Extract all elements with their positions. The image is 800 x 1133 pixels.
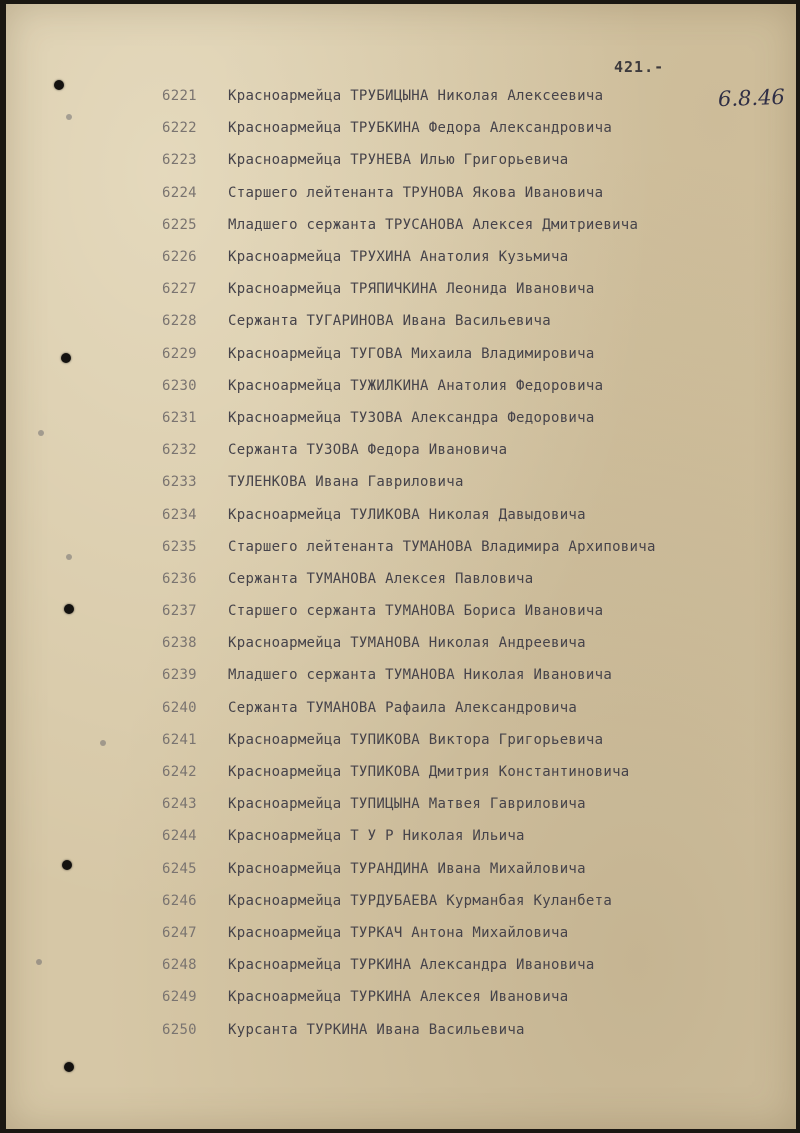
entry-text: Красноармейца ТУРКАЧ Антона Михайловича bbox=[228, 924, 569, 941]
list-item bbox=[162, 338, 782, 370]
entry-text: Сержанта ТУМАНОВА Алексея Павловича bbox=[228, 570, 534, 587]
entry-number: 6236 bbox=[162, 570, 197, 587]
entry-text: Красноармейца ТРУХИНА Анатолия Кузьмича bbox=[228, 249, 569, 266]
list-item bbox=[162, 981, 782, 1013]
entry-number: 6248 bbox=[162, 957, 197, 974]
list-item bbox=[162, 724, 782, 756]
paper-speck bbox=[66, 554, 72, 560]
entry-text: Красноармейца ТУРКИНА Александра Ивановича bbox=[228, 957, 595, 974]
page-number: 421.- bbox=[614, 58, 665, 76]
entry-text: Красноармейца ТУГОВА Михаила Владимировича bbox=[228, 345, 595, 362]
entry-number: 6242 bbox=[162, 764, 197, 781]
list-item bbox=[162, 659, 782, 691]
entry-text: Красноармейца ТРУБКИНА Федора Александровича bbox=[228, 120, 613, 137]
entry-number: 6241 bbox=[162, 731, 197, 748]
entry-number: 6228 bbox=[162, 313, 197, 330]
entry-number: 6223 bbox=[162, 152, 197, 169]
list-item bbox=[162, 853, 782, 885]
entry-list bbox=[162, 80, 782, 1046]
entry-number: 6245 bbox=[162, 860, 197, 877]
list-item bbox=[162, 692, 782, 724]
entry-number: 6225 bbox=[162, 216, 197, 233]
list-item bbox=[162, 595, 782, 627]
entry-number: 6230 bbox=[162, 377, 197, 394]
entry-text: Сержанта ТУГАРИНОВА Ивана Васильевича bbox=[228, 313, 551, 330]
list-item bbox=[162, 80, 782, 112]
entry-text: Красноармейца ТУПИКОВА Дмитрия Константиновича bbox=[228, 764, 630, 781]
entry-text: Красноармейца ТУМАНОВА Николая Андреевича bbox=[228, 635, 586, 652]
entry-text: Красноармейца ТУПИЦЫНА Матвея Гавриловича bbox=[228, 796, 586, 813]
list-item bbox=[162, 498, 782, 530]
paper-speck bbox=[100, 740, 106, 746]
list-item bbox=[162, 112, 782, 144]
entry-number: 6222 bbox=[162, 120, 197, 137]
list-item bbox=[162, 885, 782, 917]
entry-text: Красноармейца ТУРАНДИНА Ивана Михайловича bbox=[228, 860, 586, 877]
entry-number: 6249 bbox=[162, 989, 197, 1006]
entry-text: Красноармейца ТУЗОВА Александра Федоровича bbox=[228, 409, 595, 426]
entry-text: Красноармейца Т У Р Николая Ильича bbox=[228, 828, 525, 845]
binding-hole bbox=[62, 860, 72, 870]
entry-number: 6232 bbox=[162, 442, 197, 459]
binding-hole bbox=[61, 353, 71, 363]
entry-number: 6234 bbox=[162, 506, 197, 523]
entry-number: 6224 bbox=[162, 184, 197, 201]
entry-number: 6239 bbox=[162, 667, 197, 684]
list-item bbox=[162, 241, 782, 273]
list-item bbox=[162, 144, 782, 176]
entry-text: Красноармейца ТУЖИЛКИНА Анатолия Федоровича bbox=[228, 377, 604, 394]
paper-speck bbox=[38, 430, 44, 436]
entry-number: 6243 bbox=[162, 796, 197, 813]
list-item bbox=[162, 1013, 782, 1045]
entry-text: ТУЛЕНКОВА Ивана Гавриловича bbox=[228, 474, 464, 491]
list-item bbox=[162, 402, 782, 434]
entry-number: 6237 bbox=[162, 603, 197, 620]
entry-text: Старшего лейтенанта ТУМАНОВА Владимира Архиповича bbox=[228, 538, 656, 555]
list-item bbox=[162, 627, 782, 659]
entry-number: 6231 bbox=[162, 409, 197, 426]
list-item bbox=[162, 563, 782, 595]
entry-number: 6227 bbox=[162, 281, 197, 298]
entry-text: Красноармейца ТРЯПИЧКИНА Леонида Ивановича bbox=[228, 281, 595, 298]
entry-text: Старшего лейтенанта ТРУНОВА Якова Ивановича bbox=[228, 184, 604, 201]
list-item bbox=[162, 820, 782, 852]
list-item bbox=[162, 209, 782, 241]
entry-text: Красноармейца ТУЛИКОВА Николая Давыдовича bbox=[228, 506, 586, 523]
entry-text: Сержанта ТУМАНОВА Рафаила Александровича bbox=[228, 699, 578, 716]
handwritten-annotation: 6.8.46 bbox=[717, 84, 786, 112]
entry-number: 6247 bbox=[162, 924, 197, 941]
entry-text: Красноармейца ТУРДУБАЕВА Курманбая Куланбета bbox=[228, 892, 613, 909]
list-item bbox=[162, 305, 782, 337]
entry-number: 6226 bbox=[162, 249, 197, 266]
entry-text: Сержанта ТУЗОВА Федора Ивановича bbox=[228, 442, 508, 459]
entry-number: 6246 bbox=[162, 892, 197, 909]
list-item bbox=[162, 788, 782, 820]
entry-text: Младшего сержанта ТРУСАНОВА Алексея Дмитриевича bbox=[228, 216, 639, 233]
entry-text: Курсанта ТУРКИНА Ивана Васильевича bbox=[228, 1021, 525, 1038]
list-item bbox=[162, 466, 782, 498]
entry-number: 6244 bbox=[162, 828, 197, 845]
entry-text: Младшего сержанта ТУМАНОВА Николая Ивановича bbox=[228, 667, 613, 684]
binding-hole bbox=[64, 1062, 74, 1072]
entry-number: 6233 bbox=[162, 474, 197, 491]
entry-number: 6221 bbox=[162, 88, 197, 105]
list-item bbox=[162, 370, 782, 402]
entry-number: 6250 bbox=[162, 1021, 197, 1038]
entry-text: Красноармейца ТУРКИНА Алексея Ивановича bbox=[228, 989, 569, 1006]
list-item bbox=[162, 756, 782, 788]
list-item bbox=[162, 531, 782, 563]
entry-text: Старшего сержанта ТУМАНОВА Бориса Ивановича bbox=[228, 603, 604, 620]
entry-number: 6240 bbox=[162, 699, 197, 716]
list-item bbox=[162, 177, 782, 209]
paper-speck bbox=[66, 114, 72, 120]
entry-text: Красноармейца ТРУНЕВА Илью Григорьевича bbox=[228, 152, 569, 169]
entry-number: 6238 bbox=[162, 635, 197, 652]
entry-number: 6235 bbox=[162, 538, 197, 555]
entry-number: 6229 bbox=[162, 345, 197, 362]
list-item bbox=[162, 949, 782, 981]
binding-hole bbox=[54, 80, 64, 90]
list-item bbox=[162, 434, 782, 466]
entry-text: Красноармейца ТУПИКОВА Виктора Григорьевича bbox=[228, 731, 604, 748]
binding-hole bbox=[64, 604, 74, 614]
paper-speck bbox=[36, 959, 42, 965]
list-item bbox=[162, 917, 782, 949]
list-item bbox=[162, 273, 782, 305]
entry-text: Красноармейца ТРУБИЦЫНА Николая Алексеевича bbox=[228, 88, 604, 105]
